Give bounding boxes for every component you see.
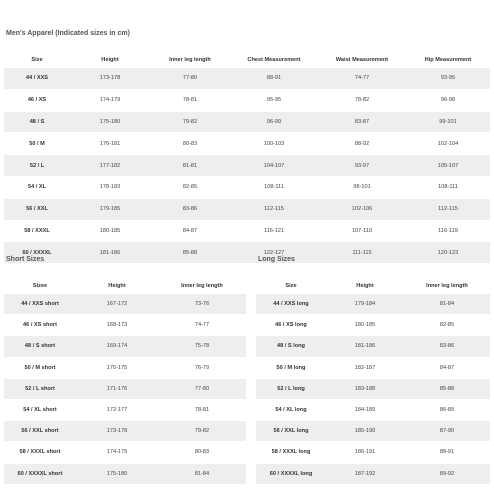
column-header-hip: Hip Measurement	[424, 57, 472, 63]
size-cell: 58 / XXXL	[4, 221, 70, 242]
inner-leg-cell: 81-84	[404, 294, 490, 314]
inner-leg-cell: 85-88	[150, 242, 230, 263]
size-cell: 44 / XXS	[4, 68, 70, 89]
inner-leg-cell: 81-84	[158, 464, 246, 484]
column-header-size: Size	[285, 283, 297, 289]
inner-leg-cell: 85-88	[404, 379, 490, 399]
height-cell: 167-172	[76, 294, 158, 314]
chest-cell: 112-115	[230, 199, 318, 220]
size-cell: 52 / L long	[256, 379, 326, 399]
table-row	[256, 442, 490, 462]
inner-leg-cell: 78-81	[158, 400, 246, 420]
column-header-chest: Chest Measurement	[247, 57, 301, 63]
table-row	[256, 294, 490, 314]
waist-cell: 93-97	[318, 155, 406, 176]
inner-leg-cell: 89-92	[404, 464, 490, 484]
inner-leg-cell: 86-89	[404, 400, 490, 420]
inner-leg-cell: 84-87	[404, 358, 490, 378]
column-header-height: Height	[356, 283, 374, 289]
size-cell: 58 / XXXL long	[256, 442, 326, 462]
table-row	[256, 379, 490, 399]
table-row	[256, 315, 490, 335]
inner-leg-cell: 79-82	[150, 112, 230, 133]
inner-leg-cell: 73-76	[158, 294, 246, 314]
size-cell: 46 / XS long	[256, 315, 326, 335]
height-cell: 187-192	[326, 464, 404, 484]
size-cell: 56 / XXL short	[4, 421, 76, 441]
height-cell: 175-180	[76, 464, 158, 484]
size-cell: 54 / XL long	[256, 400, 326, 420]
header-row	[4, 279, 246, 293]
height-cell: 181-186	[70, 242, 150, 263]
column-header-size: Size	[31, 57, 43, 63]
table-row	[4, 199, 490, 220]
size-cell: 60 / XXXXL	[4, 242, 70, 263]
hip-cell: 105-107	[406, 155, 490, 176]
height-cell: 184-189	[326, 400, 404, 420]
inner-leg-cell: 81-81	[150, 155, 230, 176]
size-cell: 56 / XXL	[4, 199, 70, 220]
size-cell: 54 / XL	[4, 177, 70, 198]
table-row	[4, 68, 490, 89]
column-header-inner-leg: Inner leg length	[426, 283, 468, 289]
waist-cell: 74-77	[318, 68, 406, 89]
table-row	[4, 221, 490, 242]
hip-cell: 112-115	[406, 199, 490, 220]
inner-leg-cell: 78-81	[150, 90, 230, 111]
chest-cell: 104-107	[230, 155, 318, 176]
inner-leg-cell: 83-86	[404, 336, 490, 356]
main-title: Men's Apparel (Indicated sizes in cm)	[6, 30, 130, 37]
size-cell: 52 / L short	[4, 379, 76, 399]
height-cell: 180-185	[70, 221, 150, 242]
waist-cell: 78-82	[318, 90, 406, 111]
size-cell: 44 / XXS long	[256, 294, 326, 314]
hip-cell: 93-95	[406, 68, 490, 89]
size-cell: 48 / S short	[4, 336, 76, 356]
column-header-waist: Waist Measurement	[335, 57, 389, 63]
long-sizes-title: Long Sizes	[258, 256, 295, 263]
waist-cell: 107-110	[318, 221, 406, 242]
table-row	[256, 400, 490, 420]
table-row	[256, 336, 490, 356]
height-cell: 178-183	[70, 177, 150, 198]
chest-cell: 88-91	[230, 68, 318, 89]
chest-cell: 108-111	[230, 177, 318, 198]
table-row	[4, 133, 490, 154]
height-cell: 183-188	[326, 379, 404, 399]
short-size-table	[4, 278, 246, 485]
size-cell: 48 / S long	[256, 336, 326, 356]
hip-cell: 99-101	[406, 112, 490, 133]
table-row	[4, 155, 490, 176]
column-header-height: Height	[101, 57, 119, 63]
table-row	[4, 90, 490, 111]
table-row	[256, 358, 490, 378]
size-cell: 46 / XS	[4, 90, 70, 111]
height-cell: 180-185	[326, 315, 404, 335]
waist-cell: 98-101	[318, 177, 406, 198]
inner-leg-cell: 77-80	[150, 68, 230, 89]
table-row	[4, 442, 246, 462]
header-row	[256, 279, 490, 293]
hip-cell: 116-119	[406, 221, 490, 242]
waist-cell: 88-92	[318, 133, 406, 154]
size-cell: 52 / L	[4, 155, 70, 176]
height-cell: 177-182	[70, 155, 150, 176]
height-cell: 174-179	[70, 90, 150, 111]
table-row	[4, 358, 246, 378]
height-cell: 173-178	[70, 68, 150, 89]
waist-cell: 102-106	[318, 199, 406, 220]
chest-cell: 95-95	[230, 90, 318, 111]
chest-cell: 122-127	[230, 242, 318, 263]
table-row	[4, 177, 490, 198]
chest-cell: 96-99	[230, 112, 318, 133]
column-header-size: Sizee	[32, 283, 48, 289]
size-cell: 44 / XXS short	[4, 294, 76, 314]
column-header-inner-leg: Inner leg length	[181, 283, 223, 289]
table-row	[256, 464, 490, 484]
table-row	[4, 400, 246, 420]
inner-leg-cell: 80-83	[158, 442, 246, 462]
inner-leg-cell: 82-85	[150, 177, 230, 198]
height-cell: 173-178	[76, 421, 158, 441]
size-cell: 48 / S	[4, 112, 70, 133]
table-row	[4, 112, 490, 133]
inner-leg-cell: 82-85	[404, 315, 490, 335]
long-size-table	[256, 278, 490, 485]
size-cell: 50 / M long	[256, 358, 326, 378]
inner-leg-cell: 74-77	[158, 315, 246, 335]
height-cell: 186-191	[326, 442, 404, 462]
hip-cell: 108-111	[406, 177, 490, 198]
table-row	[4, 336, 246, 356]
inner-leg-cell: 88-91	[404, 442, 490, 462]
table-row	[4, 379, 246, 399]
hip-cell: 102-104	[406, 133, 490, 154]
size-cell: 50 / M short	[4, 358, 76, 378]
inner-leg-cell: 80-83	[150, 133, 230, 154]
waist-cell: 111-115	[318, 242, 406, 263]
inner-leg-cell: 77-80	[158, 379, 246, 399]
height-cell: 171-176	[76, 379, 158, 399]
size-cell: 60 / XXXXL long	[256, 464, 326, 484]
inner-leg-cell: 83-86	[150, 199, 230, 220]
size-cell: 46 / XS short	[4, 315, 76, 335]
inner-leg-cell: 79-82	[158, 421, 246, 441]
chest-cell: 116-121	[230, 221, 318, 242]
table-row	[4, 242, 490, 263]
hip-cell: 96-98	[406, 90, 490, 111]
short-sizes-title: Short Sizes	[6, 256, 45, 263]
size-cell: 54 / XL short	[4, 400, 76, 420]
size-cell: 58 / XXXL short	[4, 442, 76, 462]
hip-cell: 120-123	[406, 242, 490, 263]
height-cell: 168-173	[76, 315, 158, 335]
main-size-table	[4, 52, 490, 264]
size-cell: 50 / M	[4, 133, 70, 154]
height-cell: 170-175	[76, 358, 158, 378]
column-header-height: Height	[108, 283, 126, 289]
height-cell: 182-187	[326, 358, 404, 378]
height-cell: 185-190	[326, 421, 404, 441]
chest-cell: 100-103	[230, 133, 318, 154]
header-row	[4, 53, 490, 67]
inner-leg-cell: 87-90	[404, 421, 490, 441]
inner-leg-cell: 75-78	[158, 336, 246, 356]
height-cell: 169-174	[76, 336, 158, 356]
size-cell: 56 / XXL long	[256, 421, 326, 441]
table-row	[4, 421, 246, 441]
size-cell: 60 / XXXXL short	[4, 464, 76, 484]
table-row	[4, 464, 246, 484]
table-row	[256, 421, 490, 441]
table-row	[4, 315, 246, 335]
table-row	[4, 294, 246, 314]
height-cell: 174-179	[76, 442, 158, 462]
height-cell: 175-180	[70, 112, 150, 133]
height-cell: 172-177	[76, 400, 158, 420]
column-header-inner-leg: Inner leg length	[169, 57, 211, 63]
height-cell: 179-184	[326, 294, 404, 314]
height-cell: 181-186	[326, 336, 404, 356]
inner-leg-cell: 84-87	[150, 221, 230, 242]
height-cell: 176-181	[70, 133, 150, 154]
height-cell: 179-185	[70, 199, 150, 220]
inner-leg-cell: 76-79	[158, 358, 246, 378]
waist-cell: 83-87	[318, 112, 406, 133]
